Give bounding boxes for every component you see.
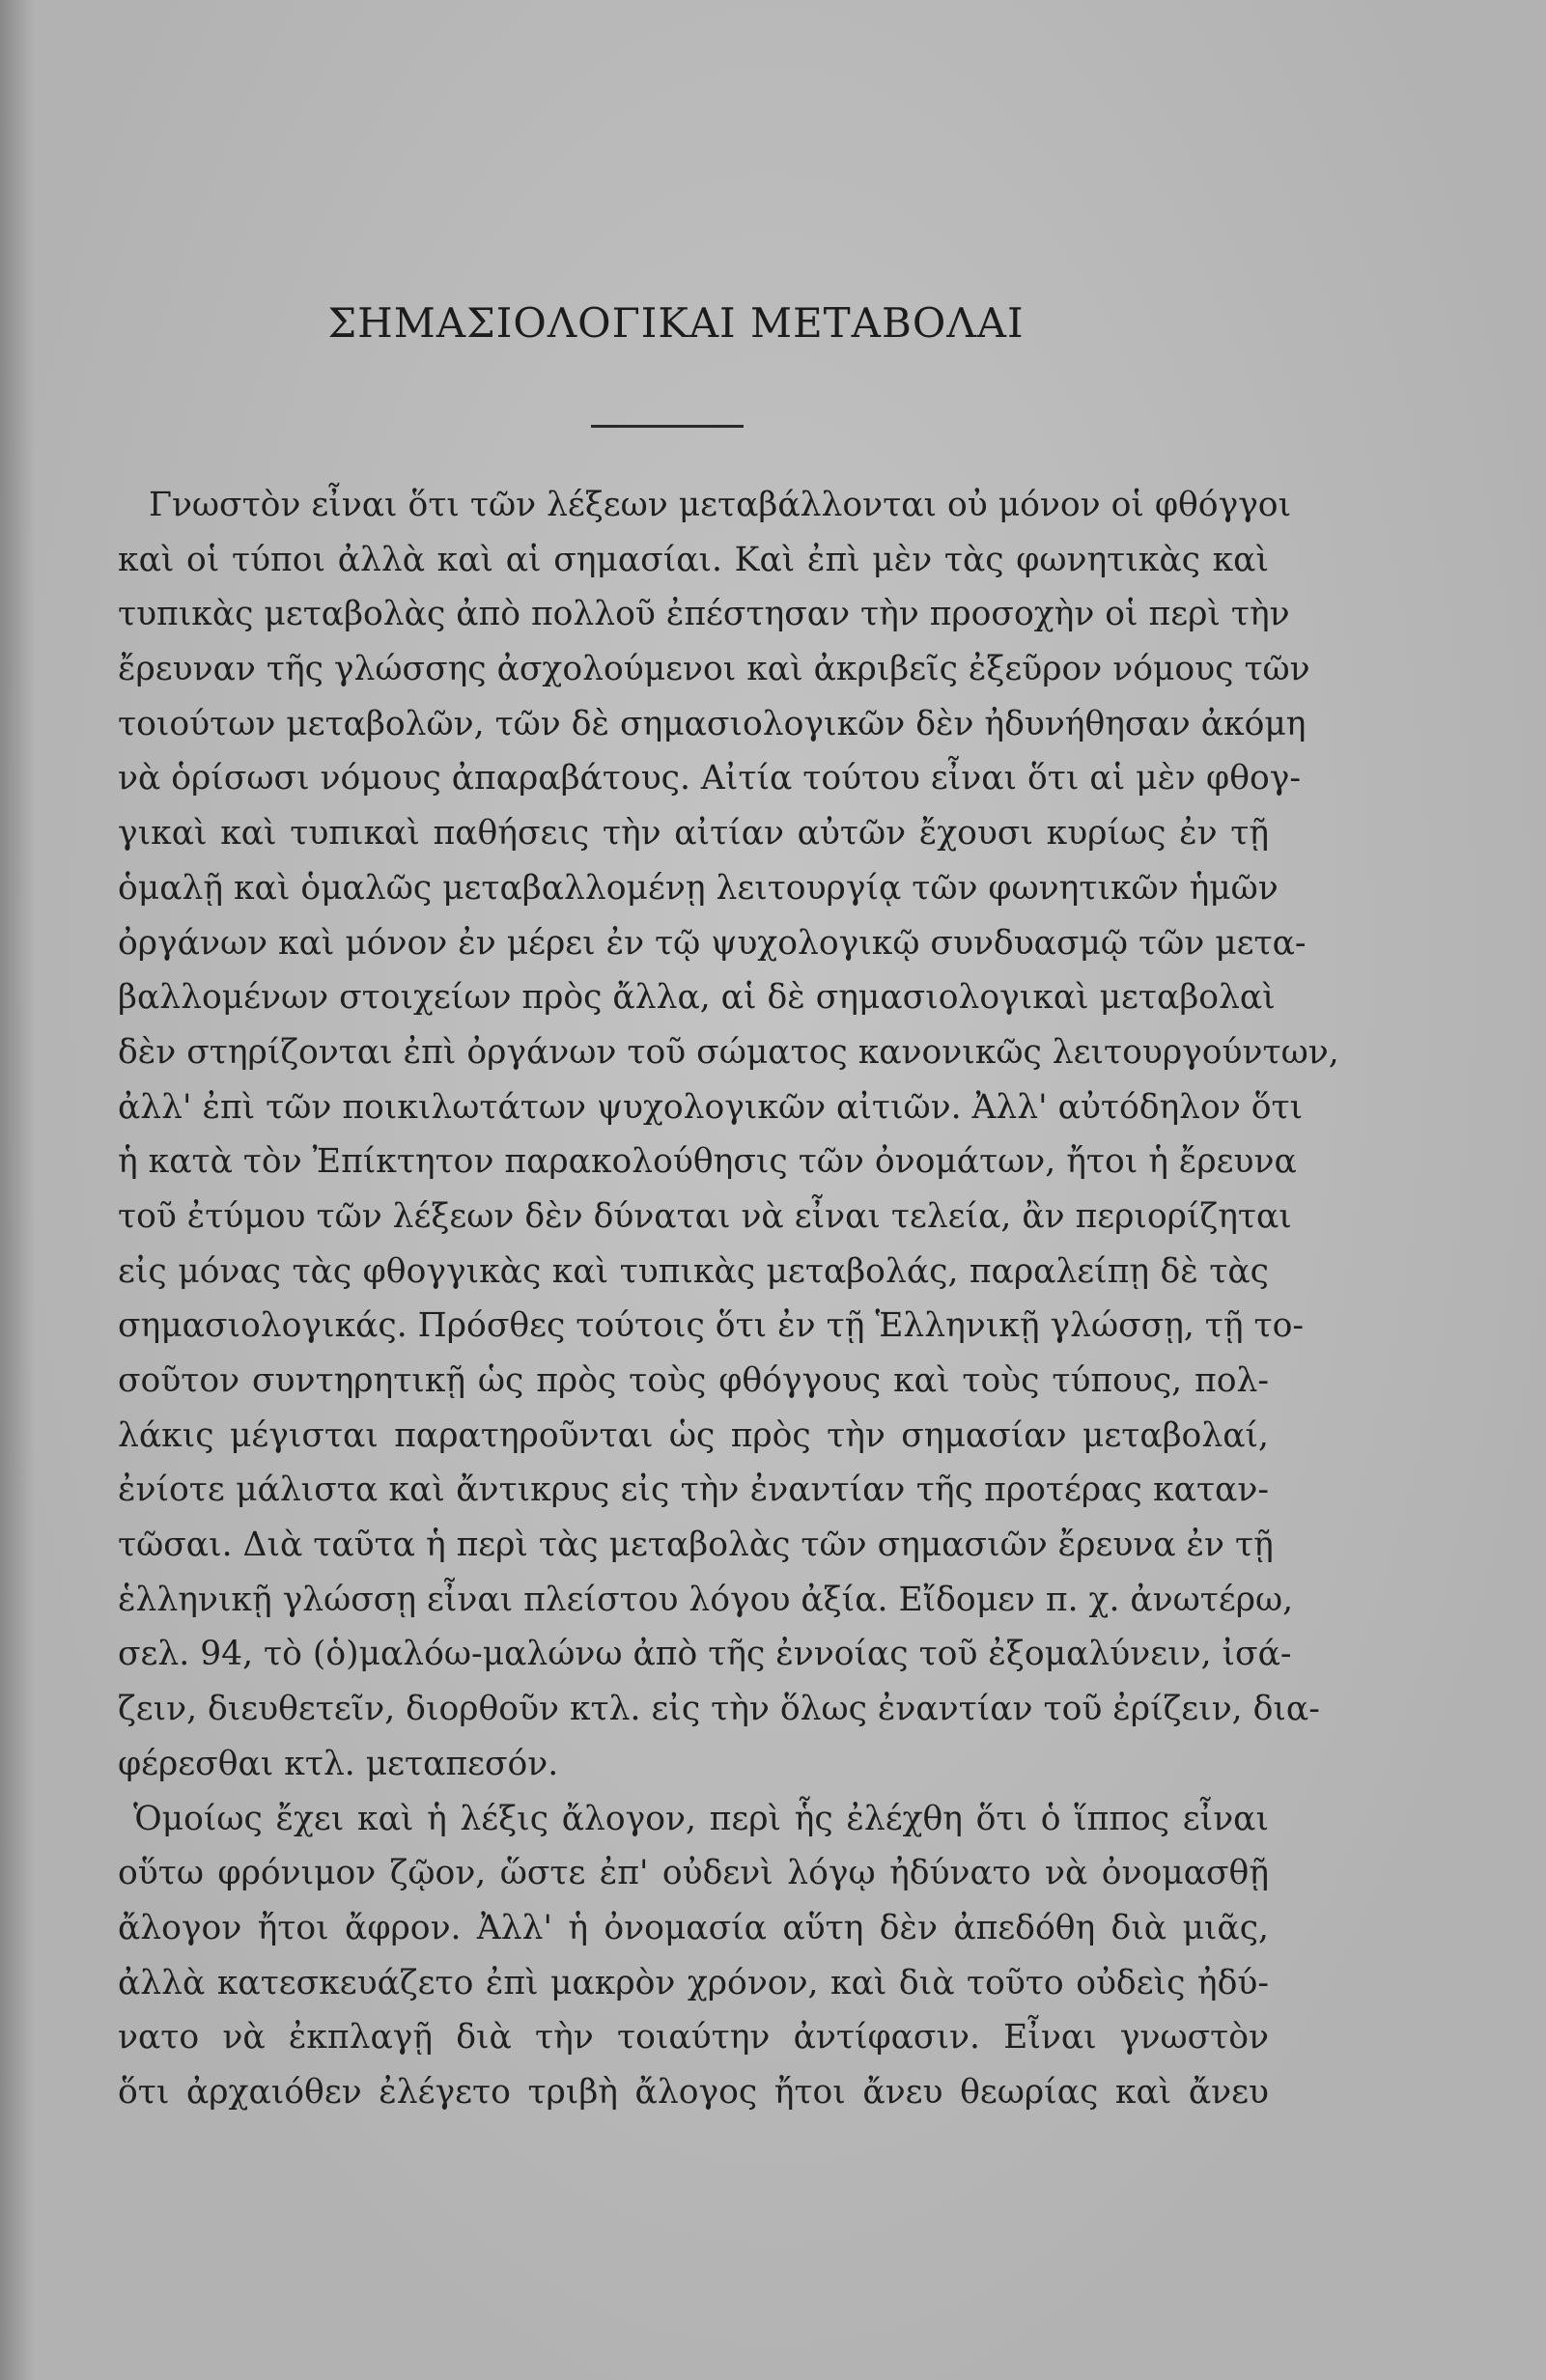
text-line: τῶσαι. Διὰ ταῦτα ἡ περὶ τὰς μεταβολὰς τῶν σημασιῶν ἔρευνα ἐν τῇ: [118, 1526, 1274, 1565]
text-line: ἄλογον ἤτοι ἄφρον. Ἀλλ' ἡ ὀνομασία αὕτη δὲν ἀπεδόθη διὰ μιᾶς,: [118, 1908, 1269, 1947]
heading-rule: [591, 425, 744, 428]
text-line: ἀλλὰ κατεσκευάζετο ἐπὶ μακρὸν χρόνον, καὶ διὰ τοῦτο οὐδεὶς ἠδύ-: [118, 1963, 1269, 2002]
text-line: ἑλληνικῇ γλώσσῃ εἶναι πλείστου λόγου ἀξία. Εἴδομεν π. χ. ἀνωτέρω,: [118, 1580, 1294, 1619]
text-line: νὰ ὁρίσωσι νόμους ἀπαραβάτους. Αἰτία τούτου εἶναι ὅτι αἱ μὲν φθογ-: [118, 759, 1302, 798]
text-line: ὅτι ἀρχαιόθεν ἐλέγετο τριβὴ ἄλογος ἤτοι ἄνευ θεωρίας καὶ ἄνευ: [118, 2072, 1269, 2112]
text-line: τυπικὰς μεταβολὰς ἀπὸ πολλοῦ ἐπέστησαν τὴν προσοχὴν οἱ περὶ τὴν: [118, 595, 1290, 634]
text-line: ὁμαλῇ καὶ ὁμαλῶς μεταβαλλομένῃ λειτουργίᾳ τῶν φωνητικῶν ἡμῶν: [118, 868, 1279, 908]
text-line: φέρεσθαι κτλ. μεταπεσόν.: [118, 1744, 559, 1783]
text-line: ἐνίοτε μάλιστα καὶ ἄντικρυς εἰς τὴν ἐναντίαν τῆς προτέρας καταν-: [118, 1470, 1269, 1510]
page-gutter-shadow: [0, 0, 35, 2380]
text-line: σελ. 94, τὸ (ὁ)μαλόω-μαλώνω ἀπὸ τῆς ἐννοίας τοῦ ἐξομαλύνειν, ἰσά-: [118, 1635, 1292, 1674]
text-line: τοιούτων μεταβολῶν, τῶν δὲ σημασιολογικῶν δὲν ἠδυνήθησαν ἀκόμη: [118, 704, 1307, 743]
text-line: σημασιολογικάς. Πρόσθες τούτοις ὅτι ἐν τῇ Ἑλληνικῇ γλώσσῃ, τῇ το-: [118, 1306, 1305, 1346]
text-line: ἡ κατὰ τὸν Ἐπίκτητον παρακολούθησις τῶν ὀνομάτων, ἤτοι ἡ ἔρευνα: [118, 1142, 1297, 1182]
chapter-heading: ΣΗΜΑΣΙΟΛΟΓΙΚΑΙ ΜΕΤΑΒΟΛΑΙ: [327, 299, 1025, 347]
text-line: δὲν στηρίζονται ἐπὶ ὀργάνων τοῦ σώματος κανονικῶς λειτουργούντων,: [118, 1032, 1339, 1072]
text-line: βαλλομένων στοιχείων πρὸς ἄλλα, αἱ δὲ σημασιολογικαὶ μεταβολαὶ: [118, 978, 1276, 1018]
text-line: οὕτω φρόνιμον ζῷον, ὥστε ἐπ' οὐδενὶ λόγῳ ἠδύνατο νὰ ὀνομασθῇ: [118, 1854, 1269, 1893]
text-line: ἔρευναν τῆς γλώσσης ἀσχολούμενοι καὶ ἀκριβεῖς ἐξεῦρον νόμους τῶν: [118, 650, 1310, 689]
body-text: [118, 478, 1339, 2120]
text-line: ζειν, διευθετεῖν, διορθοῦν κτλ. εἰς τὴν ὅλως ἐναντίαν τοῦ ἐρίζειν, δια-: [118, 1690, 1320, 1729]
text-line: λάκις μέγισται παρατηροῦνται ὡς πρὸς τὴν σημασίαν μεταβολαί,: [118, 1415, 1269, 1455]
text-line: σοῦτον συντηρητικῇ ὡς πρὸς τοὺς φθόγγους καὶ τοὺς τύπους, πολ-: [118, 1361, 1269, 1400]
text-line: Ὁμοίως ἔχει καὶ ἡ λέξις ἄλογον, περὶ ἧς ἐλέχθη ὅτι ὁ ἵππος εἶναι: [133, 1799, 1269, 1838]
text-line: γικαὶ καὶ τυπικαὶ παθήσεις τὴν αἰτίαν αὐτῶν ἔχουσι κυρίως ἐν τῇ: [118, 814, 1269, 854]
text-line: τοῦ ἐτύμου τῶν λέξεων δὲν δύναται νὰ εἶναι τελεία, ἂν περιορίζηται: [118, 1196, 1292, 1236]
text-line: Γνωστὸν εἶναι ὅτι τῶν λέξεων μεταβάλλονται οὐ μόνον οἱ φθόγγοι: [149, 486, 1292, 524]
text-line: ἀλλ' ἐπὶ τῶν ποικιλωτάτων ψυχολογικῶν αἰτιῶν. Ἀλλ' αὐτόδηλον ὅτι: [118, 1087, 1304, 1127]
text-line: εἰς μόνας τὰς φθογγικὰς καὶ τυπικὰς μεταβολάς, παραλείπῃ δὲ τὰς: [118, 1251, 1269, 1291]
text-line: ὀργάνων καὶ μόνον ἐν μέρει ἐν τῷ ψυχολογικῷ συνδυασμῷ τῶν μετα-: [118, 923, 1307, 963]
text-line: νατο νὰ ἐκπλαγῇ διὰ τὴν τοιαύτην ἀντίφασιν. Εἶναι γνωστὸν: [118, 2018, 1269, 2058]
text-line: καὶ οἱ τύποι ἀλλὰ καὶ αἱ σημασίαι. Καὶ ἐπὶ μὲν τὰς φωνητικὰς καὶ: [118, 540, 1269, 579]
